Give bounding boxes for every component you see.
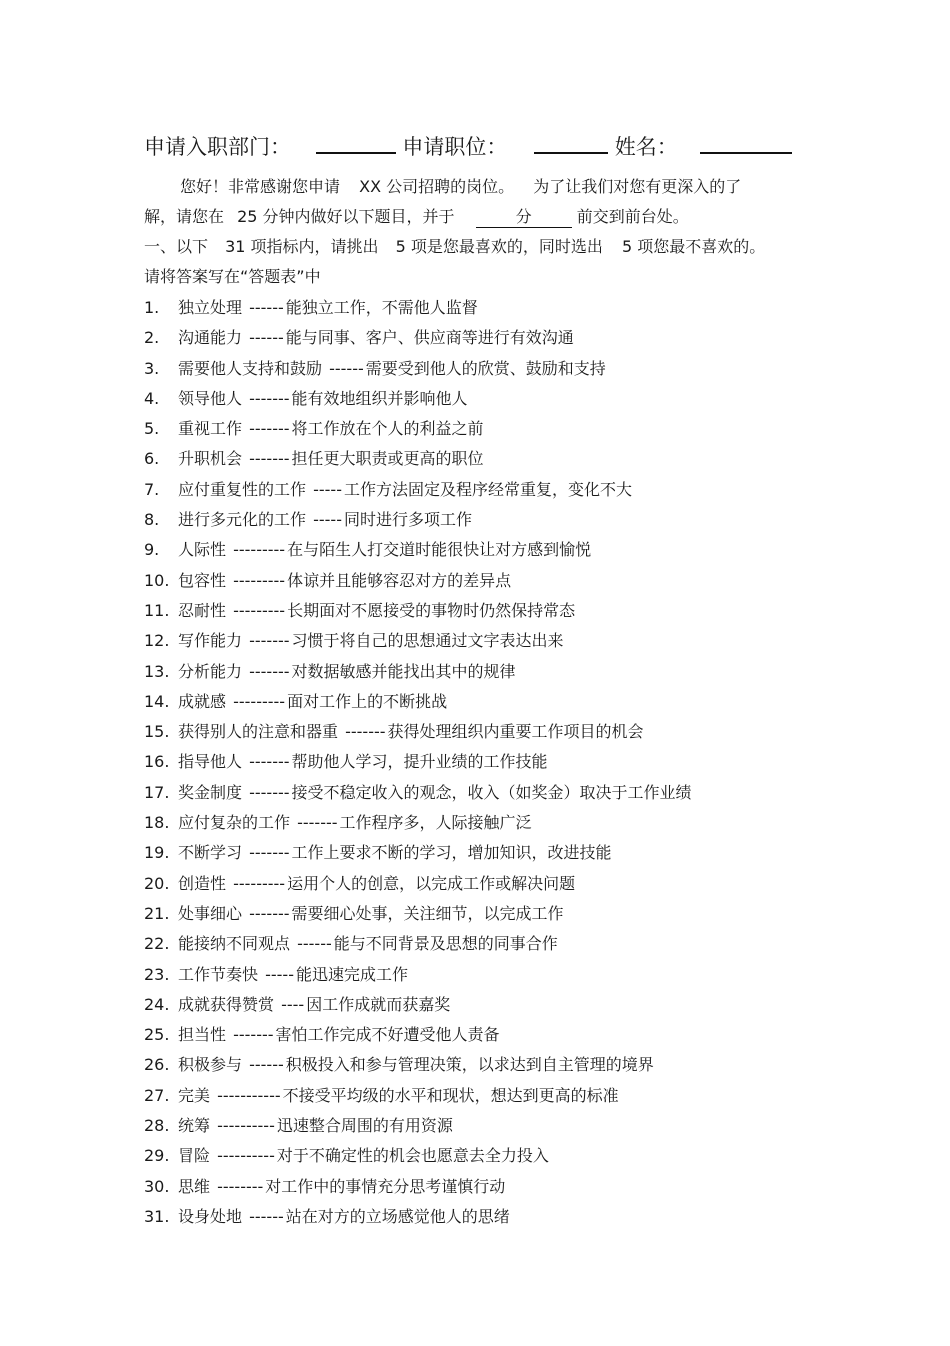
item-dashes: ------: [249, 1206, 284, 1226]
item-name: 应付重复性的工作: [178, 479, 307, 499]
intro-line-1: [180, 174, 741, 197]
item-name: 需要他人支持和鼓励: [178, 358, 323, 378]
item-name: 忍耐性: [178, 600, 227, 620]
item-dashes: -------: [249, 661, 290, 681]
item-name: 积极参与: [178, 1055, 243, 1075]
item-description: 在与陌生人打交道时能很快让对方感到愉悦: [287, 540, 592, 560]
item-description: 担任更大职责或更高的职位: [291, 449, 484, 469]
list-item: [144, 690, 692, 720]
list-item: [144, 387, 692, 417]
form-header: [144, 128, 792, 161]
item-dashes: -------: [345, 722, 386, 742]
item-description: 不接受平均级的水平和现状，想达到更高的标准: [282, 1085, 619, 1105]
answer-sheet-note: 请将答案写在“答题表”中: [144, 267, 321, 286]
item-dashes: ------: [297, 934, 332, 954]
list-item: [144, 1205, 692, 1235]
intro-text: 您好！非常感谢您申请: [180, 177, 341, 196]
item-description: 对数据敏感并能找出其中的规律: [291, 661, 516, 681]
list-item: [144, 811, 692, 841]
instruction-line: [144, 234, 765, 257]
item-number: 12.: [144, 631, 170, 651]
item-description: 体谅并且能够容忍对方的差异点: [287, 570, 512, 590]
item-number: 24.: [144, 994, 170, 1014]
instruction-text: 一、以下: [144, 237, 209, 256]
item-number: 5.: [144, 419, 160, 439]
item-number: 30.: [144, 1176, 170, 1196]
list-item: [144, 750, 692, 780]
list-item: [144, 932, 692, 962]
item-description: 迅速整合周围的有用资源: [276, 1116, 453, 1136]
department-blank[interactable]: [316, 128, 396, 154]
item-description: 长期面对不愿接受的事物时仍然保持常态: [287, 600, 576, 620]
item-dashes: ---------: [233, 570, 286, 590]
item-dashes: ----------: [217, 1116, 275, 1136]
item-number: 25.: [144, 1025, 170, 1045]
list-item: [144, 660, 692, 690]
item-name: 包容性: [178, 570, 227, 590]
item-description: 能与同事、客户、供应商等进行有效沟通: [285, 328, 574, 348]
item-name: 处事细心: [178, 903, 243, 923]
item-description: 对于不确定性的机会也愿意去全力投入: [276, 1146, 549, 1166]
intro-text: 解，请您在: [144, 207, 225, 226]
name-label: 姓名：: [614, 135, 678, 159]
item-description: 同时进行多项工作: [343, 510, 472, 530]
list-item: [144, 1053, 692, 1083]
intro-text: 25 分钟内做好以下题目，并于: [237, 207, 455, 226]
item-description: 运用个人的创意，以完成工作或解决问题: [287, 873, 576, 893]
item-dashes: ------: [329, 358, 364, 378]
item-dashes: ---------: [233, 540, 286, 560]
item-number: 2.: [144, 328, 160, 348]
item-dashes: ---------: [233, 873, 286, 893]
item-name: 写作能力: [178, 631, 243, 651]
list-item: [144, 478, 692, 508]
item-description: 将工作放在个人的利益之前: [291, 419, 484, 439]
item-number: 11.: [144, 600, 170, 620]
item-description: 工作方法固定及程序经常重复，变化不大: [343, 479, 632, 499]
intro-text: 为了让我们对您有更深入的了: [533, 177, 742, 196]
item-name: 重视工作: [178, 419, 243, 439]
item-name: 能接纳不同观点: [178, 934, 291, 954]
item-dashes: -------: [249, 903, 290, 923]
list-item: [144, 963, 692, 993]
list-item: [144, 447, 692, 477]
item-name: 领导他人: [178, 388, 243, 408]
list-item: [144, 629, 692, 659]
instruction-text: 5 项您最不喜欢的。: [622, 237, 766, 256]
department-label: 申请入职部门：: [144, 135, 291, 159]
item-description: 害怕工作完成不好遭受他人责备: [275, 1025, 500, 1045]
item-description: 需要细心处事，关注细节，以完成工作: [291, 903, 564, 923]
item-description: 需要受到他人的欣赏、鼓励和支持: [365, 358, 606, 378]
intro-text: 前交到前台处。: [576, 207, 689, 226]
list-item: [144, 326, 692, 356]
item-number: 13.: [144, 661, 170, 681]
item-description: 对工作中的事情充分思考谨慎行动: [265, 1176, 506, 1196]
indicator-list: [144, 296, 692, 1235]
item-dashes: ---------: [233, 691, 286, 711]
item-description: 工作程序多，人际接触广泛: [339, 813, 532, 833]
item-number: 18.: [144, 813, 170, 833]
item-dashes: -----: [313, 510, 342, 530]
item-name: 统筹: [178, 1116, 211, 1136]
item-name: 思维: [178, 1176, 211, 1196]
item-dashes: -------: [249, 782, 290, 802]
item-number: 10.: [144, 570, 170, 590]
item-number: 7.: [144, 479, 160, 499]
name-blank[interactable]: [700, 128, 792, 154]
item-number: 16.: [144, 752, 170, 772]
item-number: 26.: [144, 1055, 170, 1075]
list-item: [144, 781, 692, 811]
list-item: [144, 902, 692, 932]
item-description: 能与不同背景及思想的同事合作: [333, 934, 558, 954]
item-dashes: -------: [249, 752, 290, 772]
position-blank[interactable]: [534, 128, 608, 154]
item-number: 20.: [144, 873, 170, 893]
item-name: 完美: [178, 1085, 211, 1105]
item-description: 能迅速完成工作: [295, 964, 408, 984]
item-name: 获得别人的注意和器重: [178, 722, 339, 742]
item-number: 23.: [144, 964, 170, 984]
item-description: 能有效地组织并影响他人: [291, 388, 468, 408]
item-description: 接受不稳定收入的观念，收入（如奖金）取决于工作业绩: [291, 782, 692, 802]
item-dashes: -----------: [217, 1085, 281, 1105]
item-dashes: ------: [249, 328, 284, 348]
item-description: 获得处理组织内重要工作项目的机会: [387, 722, 644, 742]
list-item: [144, 1023, 692, 1053]
item-name: 独立处理: [178, 298, 243, 317]
list-item: [144, 538, 692, 568]
item-dashes: ----: [281, 994, 305, 1014]
item-description: 面对工作上的不断挑战: [287, 691, 448, 711]
item-dashes: -------: [249, 631, 290, 651]
list-item: [144, 841, 692, 871]
item-name: 指导他人: [178, 752, 243, 772]
item-number: 22.: [144, 934, 170, 954]
item-dashes: -------: [249, 388, 290, 408]
item-name: 成就获得赞赏: [178, 994, 275, 1014]
item-name: 奖金制度: [178, 782, 243, 802]
item-name: 分析能力: [178, 661, 243, 681]
list-item: [144, 417, 692, 447]
item-dashes: -------: [249, 843, 290, 863]
item-number: 3.: [144, 358, 160, 378]
list-item: [144, 993, 692, 1023]
item-description: 能独立工作，不需他人监督: [285, 298, 478, 317]
list-item: [144, 296, 692, 326]
list-item: [144, 720, 692, 750]
list-item: [144, 872, 692, 902]
item-description: 帮助他人学习，提升业绩的工作技能: [291, 752, 548, 772]
item-dashes: ----------: [217, 1146, 275, 1166]
item-number: 28.: [144, 1116, 170, 1136]
item-dashes: -------: [249, 419, 290, 439]
item-number: 4.: [144, 388, 160, 408]
item-dashes: ------: [249, 1055, 284, 1075]
list-item: [144, 1144, 692, 1174]
item-number: 31.: [144, 1206, 170, 1226]
item-name: 创造性: [178, 873, 227, 893]
item-number: 15.: [144, 722, 170, 742]
item-description: 习惯于将自己的思想通过文字表达出来: [291, 631, 564, 651]
item-number: 27.: [144, 1085, 170, 1105]
position-label: 申请职位：: [402, 135, 508, 159]
item-dashes: ------: [249, 298, 284, 317]
item-description: 因工作成就而获嘉奖: [306, 994, 451, 1014]
list-item: [144, 1084, 692, 1114]
item-name: 工作节奏快: [178, 964, 259, 984]
item-dashes: ---------: [233, 600, 286, 620]
item-number: 8.: [144, 510, 160, 530]
item-number: 19.: [144, 843, 170, 863]
item-dashes: -----: [313, 479, 342, 499]
item-name: 沟通能力: [178, 328, 243, 348]
item-name: 人际性: [178, 540, 227, 560]
intro-line-2: [144, 204, 689, 228]
item-number: 21.: [144, 903, 170, 923]
intro-text: XX 公司招聘的岗位。: [359, 177, 515, 196]
item-dashes: -----: [265, 964, 294, 984]
item-number: 9.: [144, 540, 160, 560]
item-name: 进行多元化的工作: [178, 510, 307, 530]
item-dashes: -------: [297, 813, 338, 833]
item-dashes: --------: [217, 1176, 264, 1196]
list-item: [144, 508, 692, 538]
item-description: 站在对方的立场感觉他人的思绪: [285, 1206, 510, 1226]
item-number: 1.: [144, 298, 160, 317]
list-item: [144, 599, 692, 629]
deadline-blank[interactable]: 分: [476, 204, 572, 228]
item-name: 担当性: [178, 1025, 227, 1045]
list-item: [144, 569, 692, 599]
item-dashes: -------: [233, 1025, 274, 1045]
item-number: 14.: [144, 691, 170, 711]
item-number: 17.: [144, 782, 170, 802]
item-number: 6.: [144, 449, 160, 469]
item-name: 升职机会: [178, 449, 243, 469]
item-dashes: -------: [249, 449, 290, 469]
item-description: 积极投入和参与管理决策，以求达到自主管理的境界: [285, 1055, 654, 1075]
item-name: 成就感: [178, 691, 227, 711]
item-name: 不断学习: [178, 843, 243, 863]
list-item: [144, 1114, 692, 1144]
instruction-text: 5 项是您最喜欢的，同时选出: [395, 237, 603, 256]
instruction-text: 31 项指标内，请挑出: [225, 237, 379, 256]
item-name: 应付复杂的工作: [178, 813, 291, 833]
item-number: 29.: [144, 1146, 170, 1166]
item-name: 设身处地: [178, 1206, 243, 1226]
list-item: [144, 357, 692, 387]
item-name: 冒险: [178, 1146, 211, 1166]
list-item: [144, 1175, 692, 1205]
item-description: 工作上要求不断的学习，增加知识，改进技能: [291, 843, 612, 863]
